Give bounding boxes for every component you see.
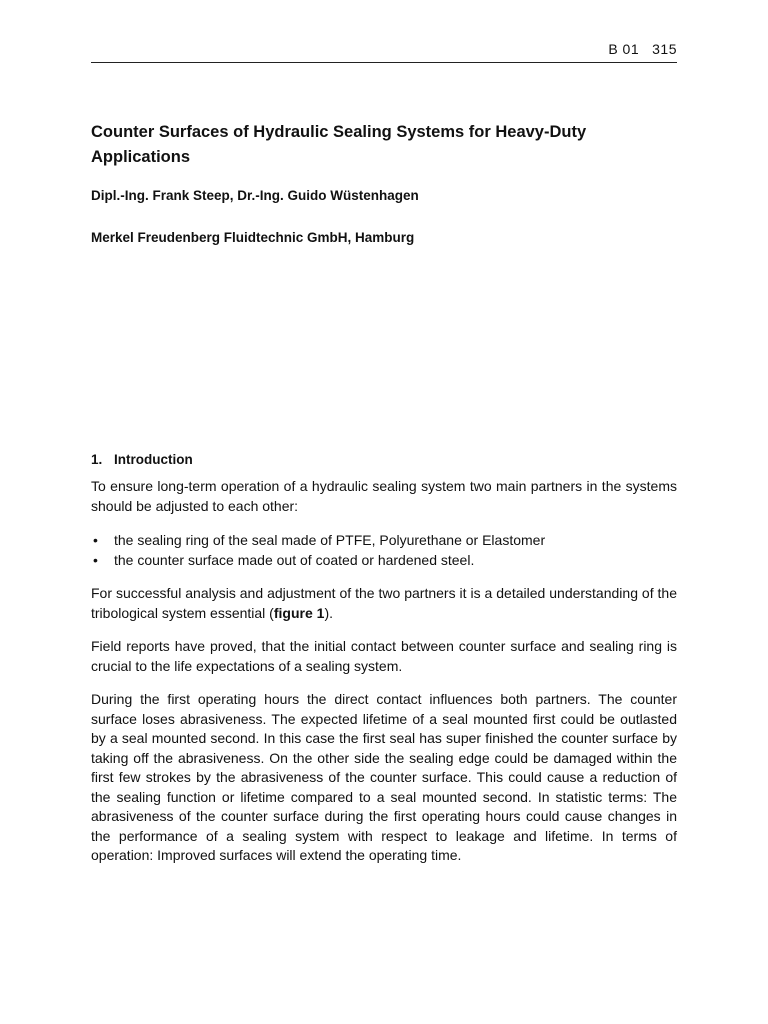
- paragraph-field-reports: Field reports have proved, that the initial contact between counter surface and sealing ring is crucial to the life expectations of a sealing system.: [91, 638, 677, 674]
- section-heading: [91, 452, 193, 467]
- section-title: Introduction: [114, 452, 193, 467]
- affiliation: Merkel Freudenberg Fluidtechnic GmbH, Hamburg: [91, 230, 415, 245]
- bullet-icon: •: [93, 552, 98, 568]
- page-number: 315: [652, 41, 677, 57]
- header-rule: [91, 62, 677, 63]
- bullet-list: [91, 530, 677, 570]
- authors: Dipl.-Ing. Frank Steep, Dr.-Ing. Guido Wüstenhagen: [91, 188, 419, 203]
- list-item: [91, 550, 677, 570]
- paper-title: Counter Surfaces of Hydraulic Sealing Systems for Heavy-Duty Applications: [91, 123, 587, 166]
- paragraph-intro: To ensure long-term operation of a hydraulic sealing system two main partners in the systems should be adjusted to each other:: [91, 478, 677, 514]
- list-item: [91, 530, 677, 550]
- document-code: B 01: [608, 41, 640, 57]
- list-item-text: the sealing ring of the seal made of PTFE, Polyurethane or Elastomer: [114, 532, 546, 548]
- section-number: 1.: [91, 452, 103, 467]
- body-text: [91, 477, 677, 880]
- paragraph-text: For successful analysis and adjustment of the two partners it is a detailed understanding of the tribological system essential (: [91, 585, 677, 621]
- paragraph-analysis: [91, 584, 677, 623]
- list-item-text: the counter surface made out of coated or hardened steel.: [114, 552, 475, 568]
- page-header: [608, 41, 677, 57]
- paragraph-operating-hours: During the first operating hours the direct contact influences both partners. The counter surface loses abrasiveness. The expected lifetime of a seal mounted first could be outlasted by a seal mounted second. In this case the first seal has super finished the counter surface by taking off the abrasiveness. On the other side the sealing edge could be damaged within the first few strokes by the abrasiveness of the counter surface. This could cause a reduction of the sealing function or lifetime compared to a seal mounted second. In statistic terms: The abrasiveness of the counter surface during the first operating hours could cause changes in the performance of a sealing system with respect to leakage and lifetime. In terms of operation: Improved surfaces will extend the operating time.: [91, 691, 677, 863]
- figure-reference: figure 1: [273, 604, 325, 621]
- bullet-icon: •: [93, 532, 98, 548]
- paragraph-text: ).: [324, 604, 333, 621]
